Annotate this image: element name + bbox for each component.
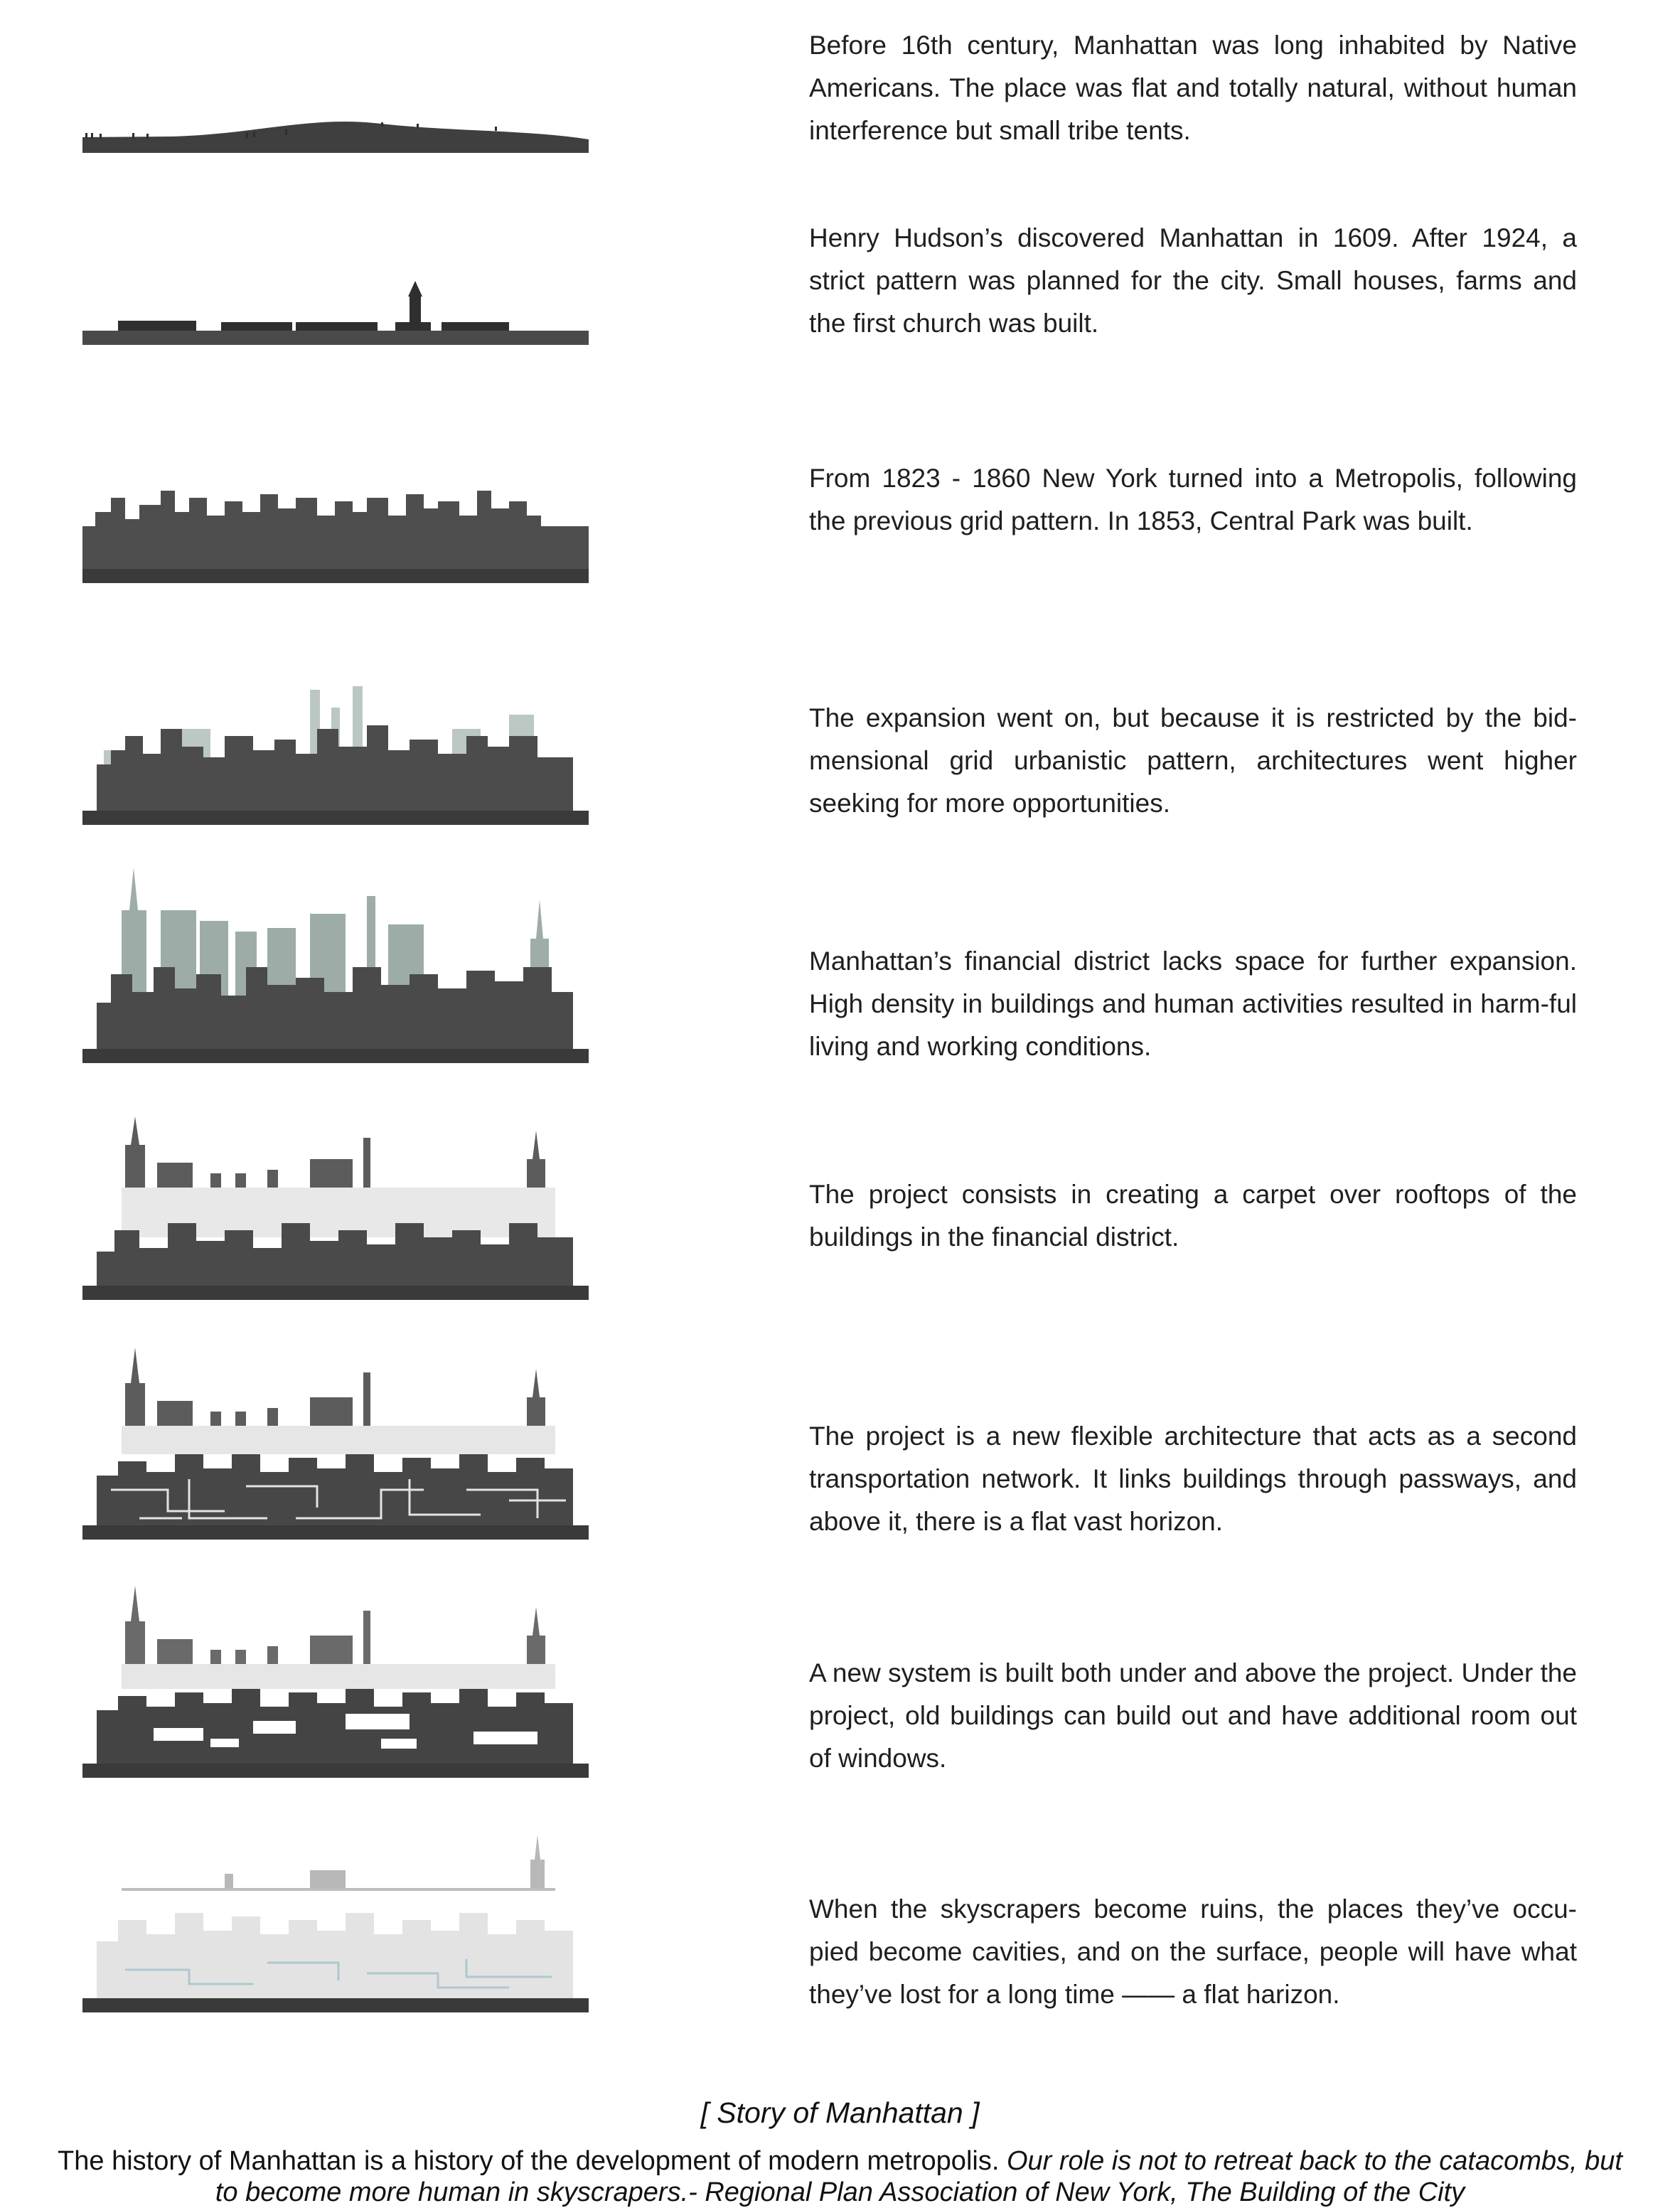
stage-3-description: From 1823 - 1860 New York turned into a Metropolis, following the previous grid pattern. In 1853, Central Park was built. — [809, 464, 1577, 535]
stage-8-description: A new system is built both under and above the project. Under the project, old buildings can build out and have additional room out of windows. — [809, 1658, 1577, 1773]
skyline-illustration-transport-network — [82, 1348, 589, 1540]
caption-quote: Our role is not to retreat back to the catacombs, but to become more human in skyscrapers.- Regional Plan Association of New York, The Building of the City — [215, 2146, 1622, 2207]
skyline-illustration-new-system — [82, 1586, 589, 1778]
stage-7-description: The project is a new flexible architecture that acts as a second transportation network. It links buildings through passways, and above it, there is a flat vast horizon. — [809, 1422, 1577, 1536]
skyline-illustration-financial-district — [82, 868, 589, 1063]
skyline-illustration-metropolis — [82, 476, 589, 583]
figure-caption-body — [43, 2145, 1637, 2208]
stage-2-description: Henry Hudson’s discovered Manhattan in 1609. After 1924, a strict pattern was planned for the city. Small houses, farms and the first church was built. — [809, 223, 1577, 338]
skyline-illustration-ruins-horizon — [82, 1835, 589, 2012]
stage-4-description: The expansion went on, but because it is restricted by the bid-mensional grid urbanistic pattern, architectures went higher seeking for more opportunities. — [809, 703, 1577, 818]
stage-5-description: Manhattan’s financial district lacks space for further expansion. High density in buildings and human activities resulted in harm-ful living and working conditions. — [809, 946, 1577, 1061]
stage-6-description: The project consists in creating a carpet over rooftops of the buildings in the financial district. — [809, 1180, 1577, 1252]
skyline-illustration-expansion — [82, 686, 589, 825]
skyline-illustration-pre-colonial — [82, 114, 589, 153]
stage-9-description: When the skyscrapers become ruins, the places they’ve occu-pied become cavities, and on the surface, people will have what they’ve lost for a long time —— a flat harizon. — [809, 1894, 1577, 2009]
skyline-illustration-rooftop-carpet — [82, 1116, 589, 1300]
stage-1-description: Before 16th century, Manhattan was long inhabited by Native Americans. The place was flat and totally natural, without human interference but small tribe tents. — [809, 31, 1577, 145]
skyline-illustration-colonial — [82, 281, 589, 345]
figure-caption-title: [ Story of Manhattan ] — [700, 2096, 980, 2129]
caption-statement: The history of Manhattan is a history of the development of modern metropolis. — [58, 2146, 1007, 2176]
